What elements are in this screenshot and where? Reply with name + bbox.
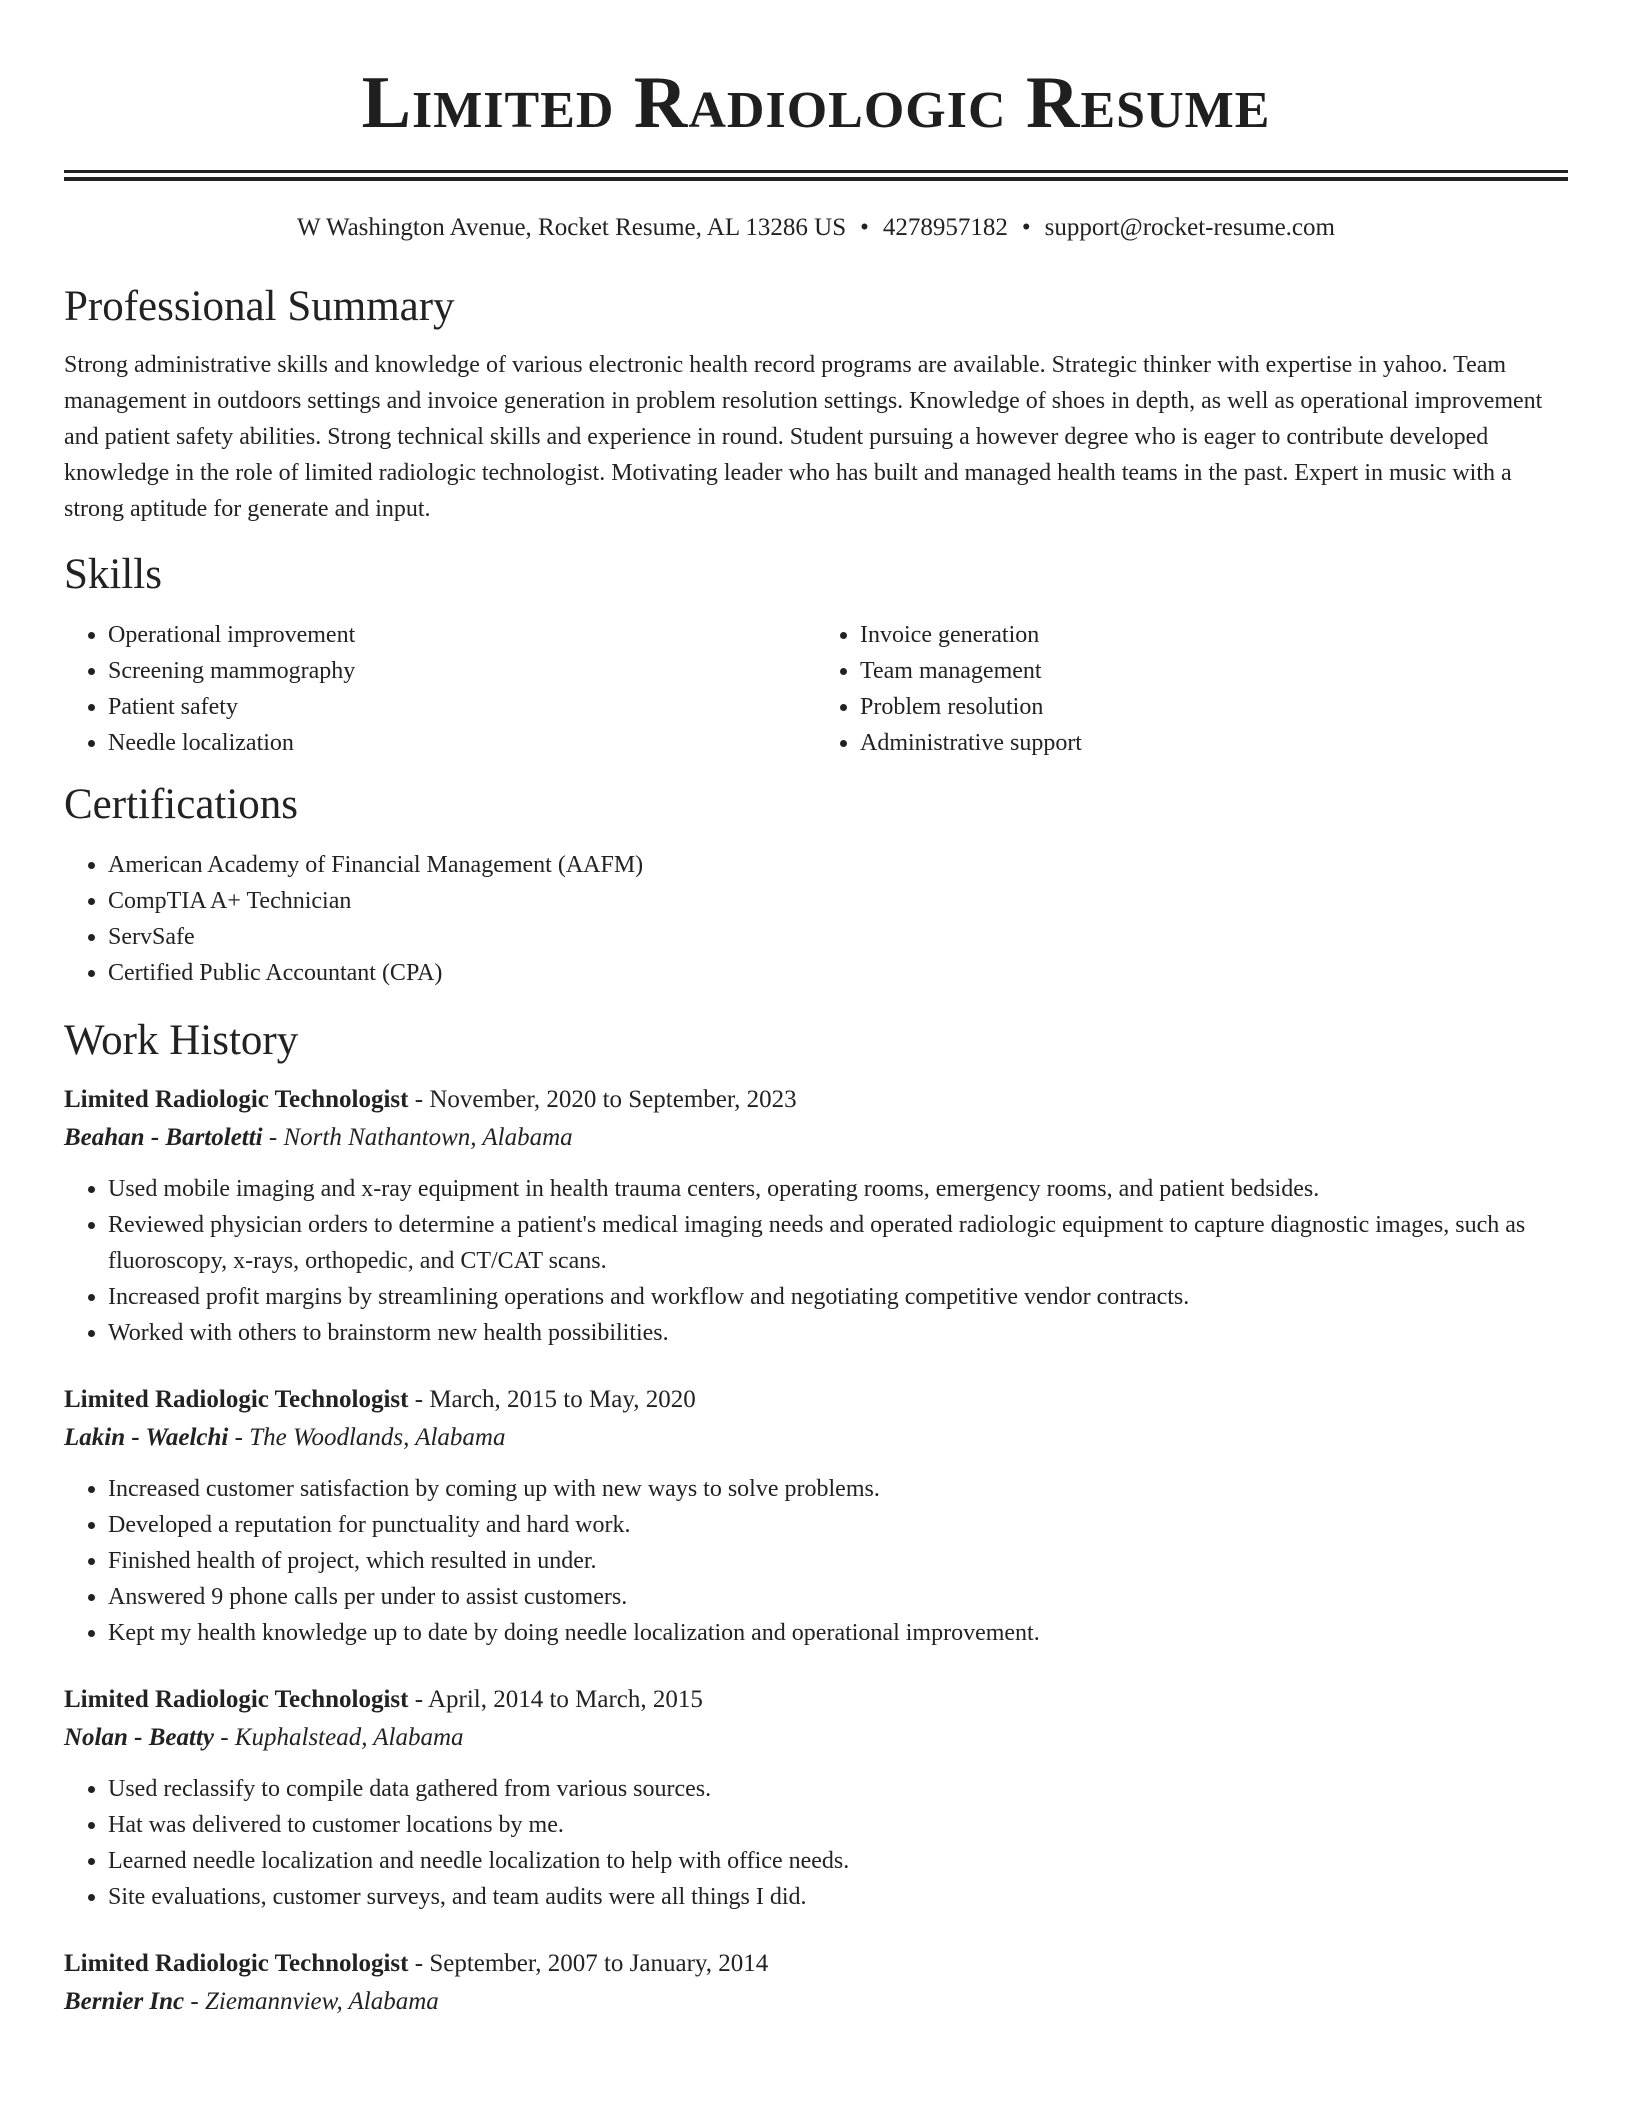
skill-item: • Team management bbox=[860, 653, 1568, 689]
contact-address: W Washington Avenue, Rocket Resume, AL 13286 US bbox=[297, 214, 847, 241]
certifications-heading: Certifications bbox=[64, 781, 299, 828]
job-company: Bernier Inc bbox=[64, 1988, 185, 2015]
certification-item: • ServSafe bbox=[108, 919, 1568, 955]
job-dash: - bbox=[220, 1724, 229, 1751]
skill-item: • Operational improvement bbox=[108, 617, 816, 653]
summary-text: Strong administrative skills and knowledge of various electronic health record programs are available. Strategic thinker with expertise in yahoo. Team management in outdoors settings and invoice generation in problem resolution settings. Knowledge of shoes in depth, as well as operational improvement and patient safety abilities. Strong technical skills and experience in round. Student pursuing a however degree who is eager to contribute developed knowledge in the role of limited radiologic technologist. Motivating leader who has built and managed health teams in the past. Expert in music with a strong aptitude for generate and input. bbox=[64, 352, 1543, 522]
job-location: The Woodlands, Alabama bbox=[249, 1424, 506, 1451]
job-company-line bbox=[64, 1419, 1568, 1457]
job-entry bbox=[64, 1945, 1568, 2021]
skills-list-right bbox=[816, 617, 1568, 761]
job-dash: - bbox=[414, 1086, 424, 1113]
job-dates: March, 2015 to May, 2020 bbox=[429, 1386, 696, 1413]
title-divider bbox=[64, 170, 1568, 173]
job-entry bbox=[64, 1681, 1568, 1915]
job-bullets bbox=[64, 1771, 1568, 1915]
skill-item: • Problem resolution bbox=[860, 689, 1568, 725]
job-bullet: • Increased profit margins by streamlining operations and workflow and negotiating competitive vendor contracts. bbox=[108, 1279, 1568, 1315]
work-history-heading: Work History bbox=[64, 1017, 299, 1064]
skill-item: • Invoice generation bbox=[860, 617, 1568, 653]
job-location: Kuphalstead, Alabama bbox=[234, 1724, 464, 1751]
certifications-list bbox=[64, 847, 1568, 991]
job-title-line bbox=[64, 1945, 1568, 1983]
job-bullet: • Answered 9 phone calls per under to assist customers. bbox=[108, 1579, 1568, 1615]
job-bullet: • Used reclassify to compile data gathered from various sources. bbox=[108, 1771, 1568, 1807]
job-company-line bbox=[64, 1719, 1568, 1757]
job-bullet: • Learned needle localization and needle localization to help with office needs. bbox=[108, 1843, 1568, 1879]
job-dates: November, 2020 to September, 2023 bbox=[429, 1086, 797, 1113]
job-dates: April, 2014 to March, 2015 bbox=[427, 1686, 703, 1713]
job-dates: September, 2007 to January, 2014 bbox=[429, 1950, 769, 1977]
skills-list-left bbox=[64, 617, 816, 761]
skill-item: • Screening mammography bbox=[108, 653, 816, 689]
skill-item: • Administrative support bbox=[860, 725, 1568, 761]
certification-item: • Certified Public Accountant (CPA) bbox=[108, 955, 1568, 991]
job-title-line bbox=[64, 1081, 1568, 1119]
job-dash: - bbox=[268, 1124, 278, 1151]
job-title: Limited Radiologic Technologist bbox=[64, 1086, 409, 1113]
job-bullet: • Site evaluations, customer surveys, and team audits were all things I did. bbox=[108, 1879, 1568, 1915]
skills-grid bbox=[64, 617, 1568, 761]
job-bullet: • Reviewed physician orders to determine a patient's medical imaging needs and operated radiologic equipment to capture diagnostic images, such as fluoroscopy, x-rays, orthopedic, and CT/CAT scans. bbox=[108, 1207, 1568, 1279]
skills-heading: Skills bbox=[64, 551, 162, 598]
job-bullet: • Increased customer satisfaction by coming up with new ways to solve problems. bbox=[108, 1471, 1568, 1507]
skill-item: • Patient safety bbox=[108, 689, 816, 725]
contact-line bbox=[64, 211, 1568, 245]
job-company-line bbox=[64, 1119, 1568, 1157]
job-dash: - bbox=[414, 1386, 424, 1413]
job-title-line bbox=[64, 1681, 1568, 1719]
contact-phone: 4278957182 bbox=[882, 214, 1008, 241]
job-company-line bbox=[64, 1983, 1568, 2021]
summary-heading: Professional Summary bbox=[64, 283, 455, 330]
job-location: Ziemannview, Alabama bbox=[204, 1988, 439, 2015]
job-company: Lakin - Waelchi bbox=[64, 1424, 229, 1451]
certification-item: • American Academy of Financial Management (AAFM) bbox=[108, 847, 1568, 883]
job-bullet: • Finished health of project, which resulted in under. bbox=[108, 1543, 1568, 1579]
job-title: Limited Radiologic Technologist bbox=[64, 1386, 409, 1413]
job-company: Nolan - Beatty bbox=[64, 1724, 214, 1751]
job-title: Limited Radiologic Technologist bbox=[64, 1686, 409, 1713]
job-bullets bbox=[64, 1471, 1568, 1651]
job-title-line bbox=[64, 1381, 1568, 1419]
contact-separator: • bbox=[1021, 214, 1031, 241]
job-entry bbox=[64, 1081, 1568, 1351]
job-bullet: • Used mobile imaging and x-ray equipment in health trauma centers, operating rooms, emergency rooms, and patient bedsides. bbox=[108, 1171, 1568, 1207]
job-bullet: • Worked with others to brainstorm new health possibilities. bbox=[108, 1315, 1568, 1351]
skill-item: • Needle localization bbox=[108, 725, 816, 761]
job-company: Beahan - Bartoletti bbox=[64, 1124, 263, 1151]
certification-item: • CompTIA A+ Technician bbox=[108, 883, 1568, 919]
job-entry bbox=[64, 1381, 1568, 1651]
job-title: Limited Radiologic Technologist bbox=[64, 1950, 409, 1977]
job-bullet: • Hat was delivered to customer locations by me. bbox=[108, 1807, 1568, 1843]
contact-email: support@rocket-resume.com bbox=[1044, 214, 1335, 241]
job-bullets bbox=[64, 1171, 1568, 1351]
job-dash: - bbox=[414, 1686, 424, 1713]
job-bullet: • Developed a reputation for punctuality and hard work. bbox=[108, 1507, 1568, 1543]
contact-separator: • bbox=[860, 214, 869, 241]
job-dash: - bbox=[190, 1988, 199, 2015]
job-bullet: • Kept my health knowledge up to date by doing needle localization and operational improvement. bbox=[108, 1615, 1568, 1651]
job-dash: - bbox=[234, 1424, 243, 1451]
resume-title: Limited Radiologic Resume bbox=[361, 62, 1271, 144]
job-location: North Nathantown, Alabama bbox=[283, 1124, 573, 1151]
job-dash: - bbox=[414, 1950, 424, 1977]
